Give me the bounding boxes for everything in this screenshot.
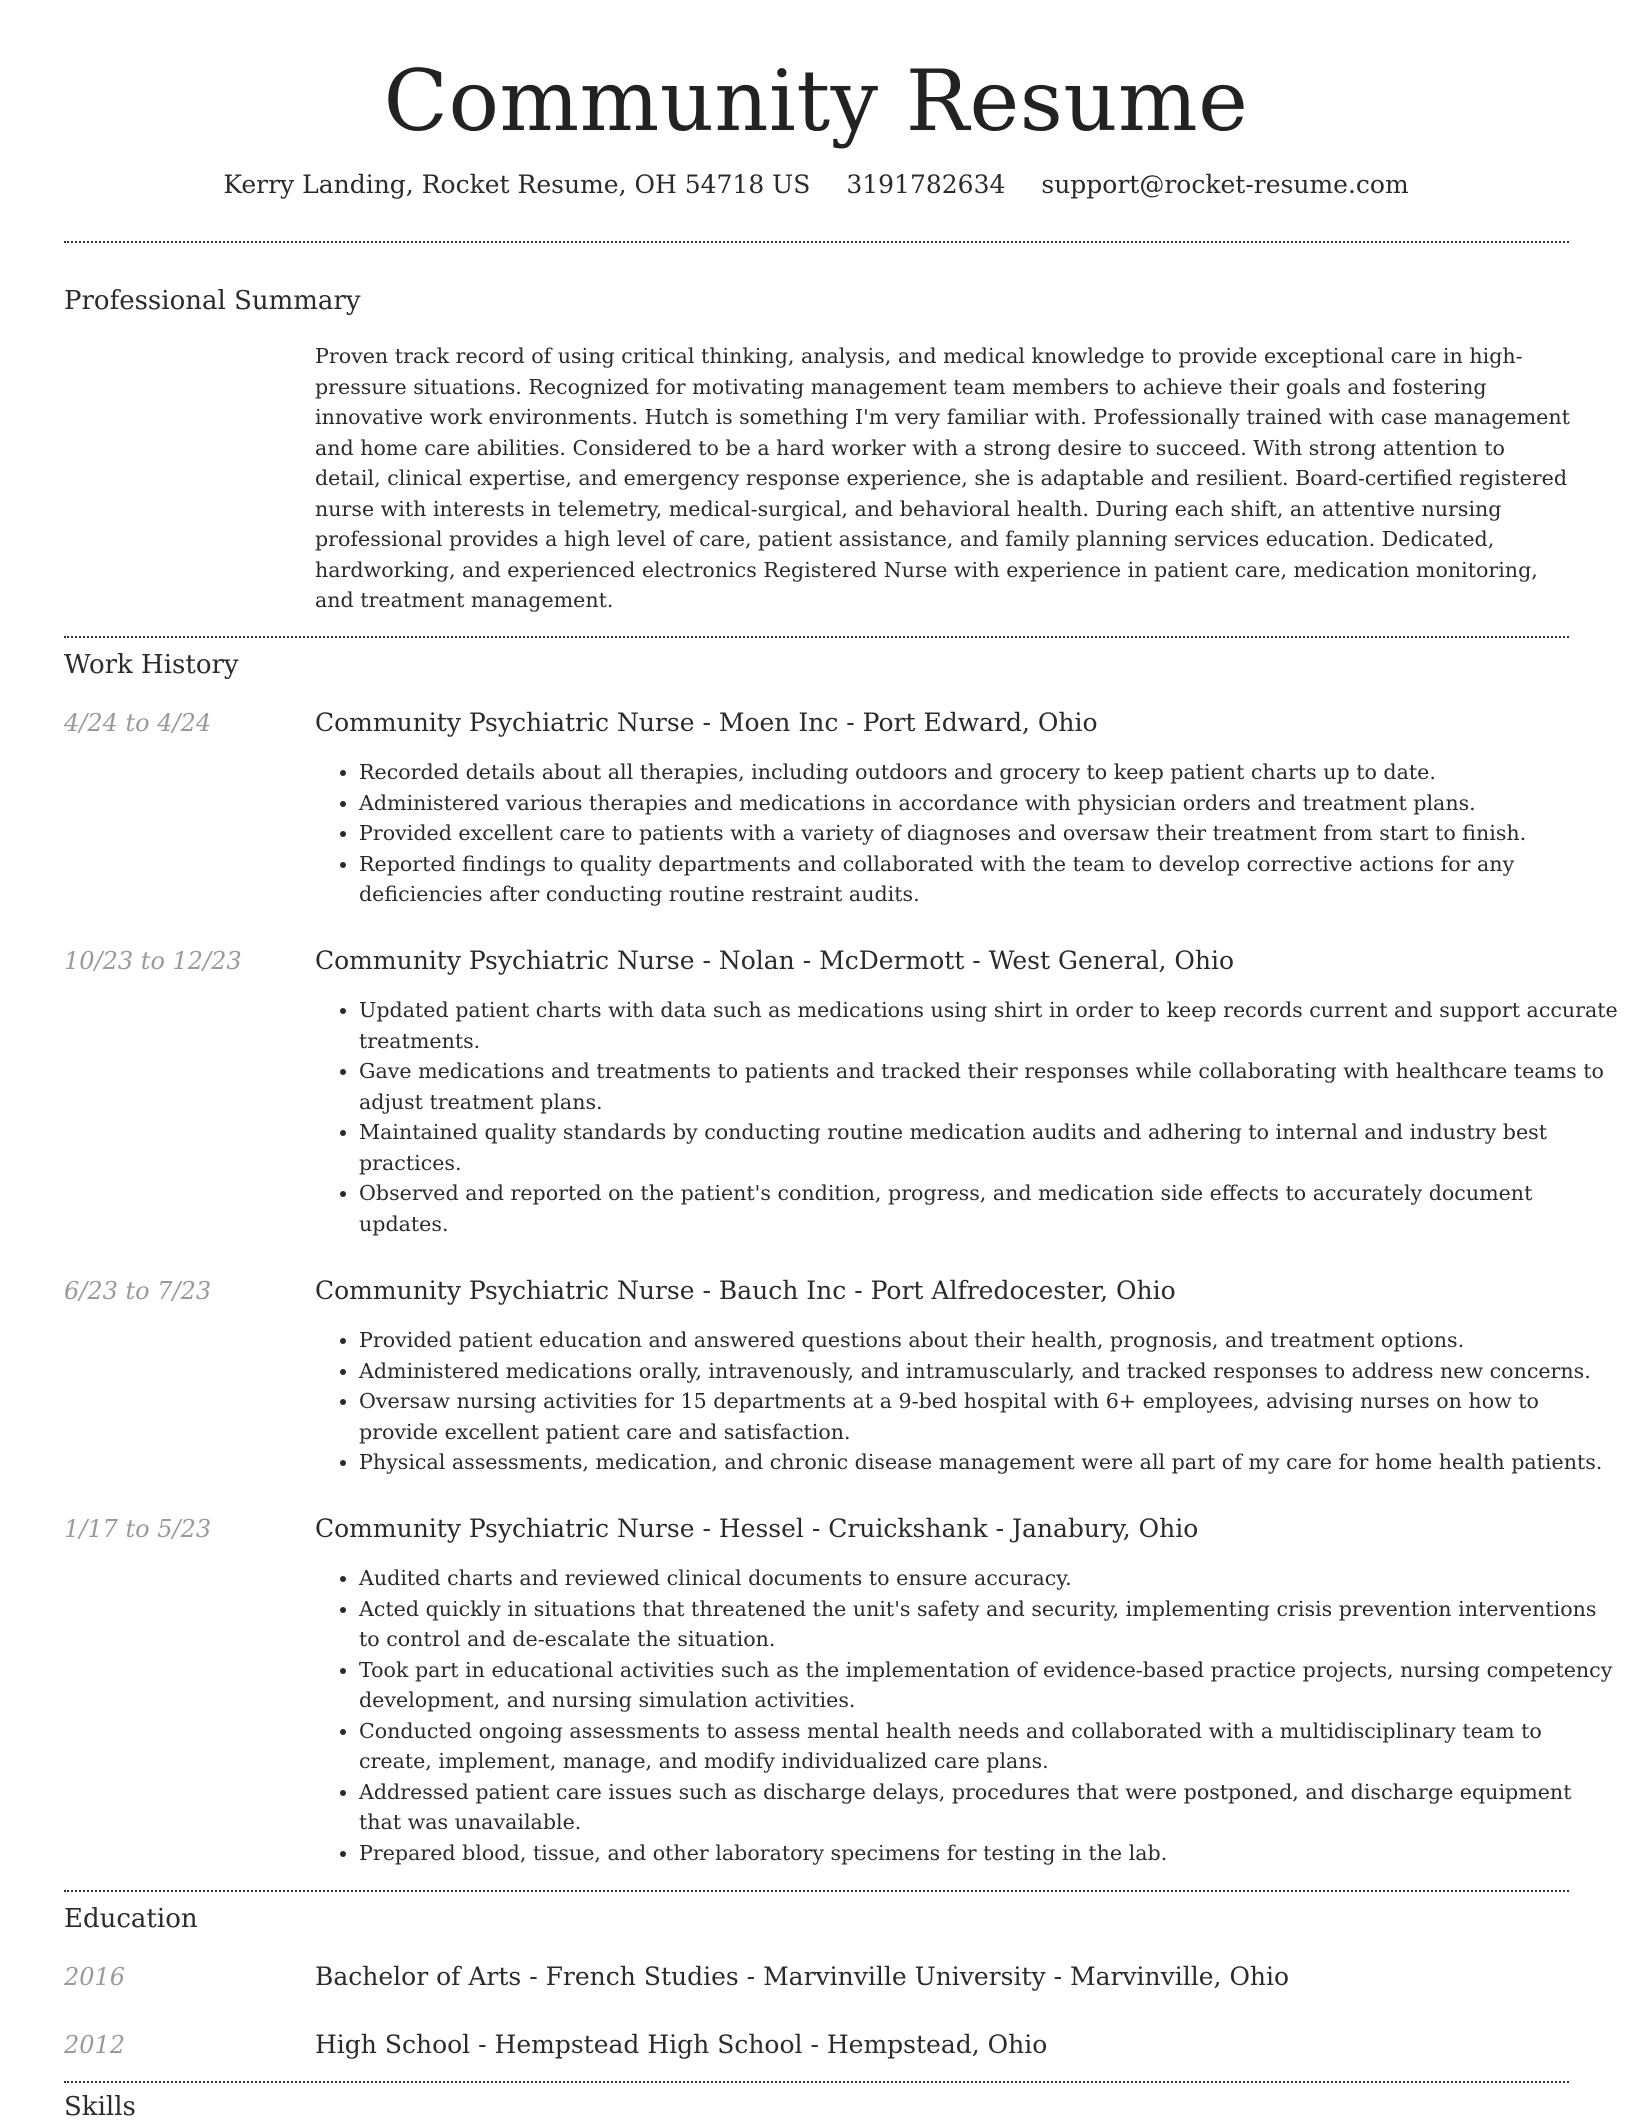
job-bullet: • Provided patient education and answered questions about their health, prognosis, and treatment options. <box>359 1325 1619 1356</box>
job-bullet: • Maintained quality standards by conducting routine medication audits and adhering to internal and industry best practices. <box>359 1117 1619 1178</box>
job-bullet: • Prepared blood, tissue, and other laboratory specimens for testing in the lab. <box>359 1838 1619 1869</box>
job-bullet: • Addressed patient care issues such as discharge delays, procedures that were postponed, and discharge equipment that was unavailable. <box>359 1777 1619 1838</box>
job-bullet: • Administered various therapies and medications in accordance with physician orders and treatment plans. <box>359 788 1619 819</box>
contact-line <box>0 168 1632 202</box>
education-year: 2012 <box>64 2031 126 2059</box>
job-bullet: • Gave medications and treatments to patients and tracked their responses while collaborating with healthcare teams to adjust treatment plans. <box>359 1056 1619 1117</box>
education-entry: Bachelor of Arts - French Studies - Marvinville University - Marvinville, Ohio <box>315 1962 1290 1991</box>
job-bullet: • Acted quickly in situations that threatened the unit's safety and security, implementing crisis prevention interventions to control and de-escalate the situation. <box>359 1594 1619 1655</box>
job-bullet: • Reported findings to quality departments and collaborated with the team to develop corrective actions for any deficiencies after conducting routine restraint audits. <box>359 849 1619 910</box>
contact-phone: 3191782634 <box>846 170 1006 199</box>
contact-address: Kerry Landing, Rocket Resume, OH 54718 US <box>223 170 811 199</box>
contact-email: support@rocket-resume.com <box>1041 170 1409 199</box>
job-bullet: • Observed and reported on the patient's condition, progress, and medication side effects to accurately document updates. <box>359 1178 1619 1239</box>
job-bullet: • Oversaw nursing activities for 15 departments at a 9-bed hospital with 6+ employees, advising nurses on how to provide excellent patient care and satisfaction. <box>359 1386 1619 1447</box>
section-heading-education: Education <box>64 1904 198 1934</box>
job-bullet: • Administered medications orally, intravenously, and intramuscularly, and tracked responses to address new concerns. <box>359 1356 1619 1387</box>
job-bullet: • Took part in educational activities such as the implementation of evidence-based practice projects, nursing competency development, and nursing simulation activities. <box>359 1655 1619 1716</box>
job-dates: 6/23 to 7/23 <box>64 1277 212 1305</box>
section-heading-work-history: Work History <box>64 650 239 680</box>
job-bullet: • Conducted ongoing assessments to assess mental health needs and collaborated with a multidisciplinary team to create, implement, manage, and modify individualized care plans. <box>359 1716 1619 1777</box>
job-title: Community Psychiatric Nurse - Bauch Inc - Port Alfredocester, Ohio <box>315 1276 1176 1305</box>
job-dates: 10/23 to 12/23 <box>64 947 242 975</box>
section-heading-skills: Skills <box>64 2092 136 2122</box>
job-bullet: • Physical assessments, medication, and chronic disease management were all part of my care for home health patients. <box>359 1447 1619 1478</box>
job-bullets <box>315 1563 1619 1868</box>
section-heading-summary: Professional Summary <box>64 286 361 316</box>
education-year: 2016 <box>64 1963 126 1991</box>
job-bullets <box>315 1325 1619 1478</box>
divider <box>64 1890 1569 1892</box>
summary-text: Proven track record of using critical thinking, analysis, and medical knowledge to provide exceptional care in high-pressure situations. Recognized for motivating management team members to achieve their goals and fostering innovative work environments. Hutch is something I'm very familiar with. Professionally trained with case management and home care abilities. Considered to be a hard worker with a strong desire to succeed. With strong attention to detail, clinical expertise, and emergency response experience, she is adaptable and resilient. Board-certified registered nurse with interests in telemetry, medical-surgical, and behavioral health. During each shift, an attentive nursing professional provides a high level of care, patient assistance, and family planning services education. Dedicated, hardworking, and experienced electronics Registered Nurse with experience in patient care, medication monitoring, and treatment management. <box>315 344 1570 612</box>
job-title: Community Psychiatric Nurse - Hessel - Cruickshank - Janabury, Ohio <box>315 1514 1199 1543</box>
job-dates: 4/24 to 4/24 <box>64 709 212 737</box>
job-bullet: • Recorded details about all therapies, including outdoors and grocery to keep patient charts up to date. <box>359 757 1619 788</box>
job-bullet: • Audited charts and reviewed clinical documents to ensure accuracy. <box>359 1563 1619 1594</box>
divider <box>64 2081 1569 2083</box>
job-bullet: • Updated patient charts with data such as medications using shirt in order to keep records current and support accurate treatments. <box>359 995 1619 1056</box>
job-dates: 1/17 to 5/23 <box>64 1515 212 1543</box>
job-bullets <box>315 995 1619 1239</box>
job-bullet: • Provided excellent care to patients with a variety of diagnoses and oversaw their treatment from start to finish. <box>359 818 1619 849</box>
resume-title: Community Resume <box>383 52 1249 150</box>
job-title: Community Psychiatric Nurse - Moen Inc - Port Edward, Ohio <box>315 708 1098 737</box>
job-bullets <box>315 757 1619 910</box>
divider <box>64 636 1569 638</box>
education-entry: High School - Hempstead High School - Hempstead, Ohio <box>315 2030 1048 2059</box>
job-title: Community Psychiatric Nurse - Nolan - McDermott - West General, Ohio <box>315 946 1235 975</box>
divider <box>64 241 1569 243</box>
